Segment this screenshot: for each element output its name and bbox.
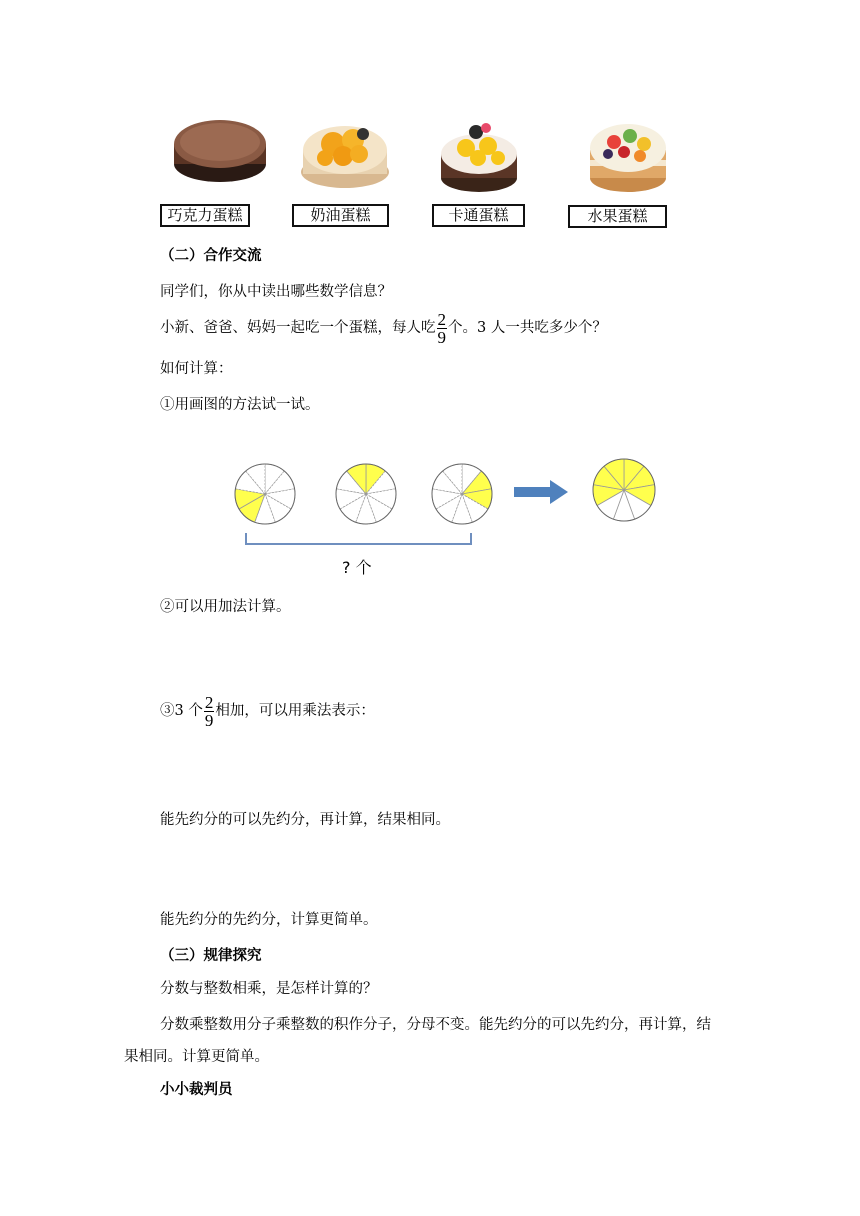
section2-heading: （二）合作交流 [160,247,262,264]
fraction-denominator: 9 [437,327,446,347]
cake-label-cream: 奶油蛋糕 [292,204,389,227]
fraction-numerator: 2 [437,309,446,329]
step2-addition: ②可以用加法计算。 [160,599,291,615]
step1-drawing: ①用画图的方法试一试。 [160,397,320,413]
section3-question: 分数与整数相乘，是怎样计算的？ [160,981,378,997]
rule-line2: 果相同。计算更简单。 [124,1049,269,1065]
step3-text-after: 相加，可以用乘法表示： [215,703,375,719]
fraction-denominator: 9 [204,710,214,730]
bracket-brace [246,533,471,544]
judge-heading: 小小裁判员 [160,1081,233,1098]
cake-label-fruit: 水果蛋糕 [568,205,667,228]
question-info: 同学们，你从中读出哪些数学信息？ [160,284,392,300]
step3-multiplication [160,690,375,732]
arrow-right-icon [514,480,568,504]
problem-text-after: 个。3 人一共吃多少个？ [448,320,607,336]
how-to-calc: 如何计算： [160,361,233,377]
fraction-numerator: 2 [204,692,214,712]
note-simpler: 能先约分的先约分，计算更简单。 [160,912,378,928]
section3-heading: （三）规律探究 [160,947,262,964]
rule-line1: 分数乘整数用分子乘整数的积作分子，分母不变。能先约分的可以先约分，再计算，结 [160,1017,711,1033]
cake-label-chocolate: 巧克力蛋糕 [160,204,250,227]
diagram-question-label: ? 个 [342,558,372,577]
note-reduce-first: 能先约分的可以先约分，再计算，结果相同。 [160,812,450,828]
problem-text-before: 小新、爸爸、妈妈一起吃一个蛋糕，每人吃 [160,320,436,336]
fraction-two-ninths-step3 [204,694,215,729]
step3-text-before: ③3 个 [160,703,203,719]
cake-label-cartoon: 卡通蛋糕 [432,204,525,227]
fraction-pie-diagram [0,0,860,600]
